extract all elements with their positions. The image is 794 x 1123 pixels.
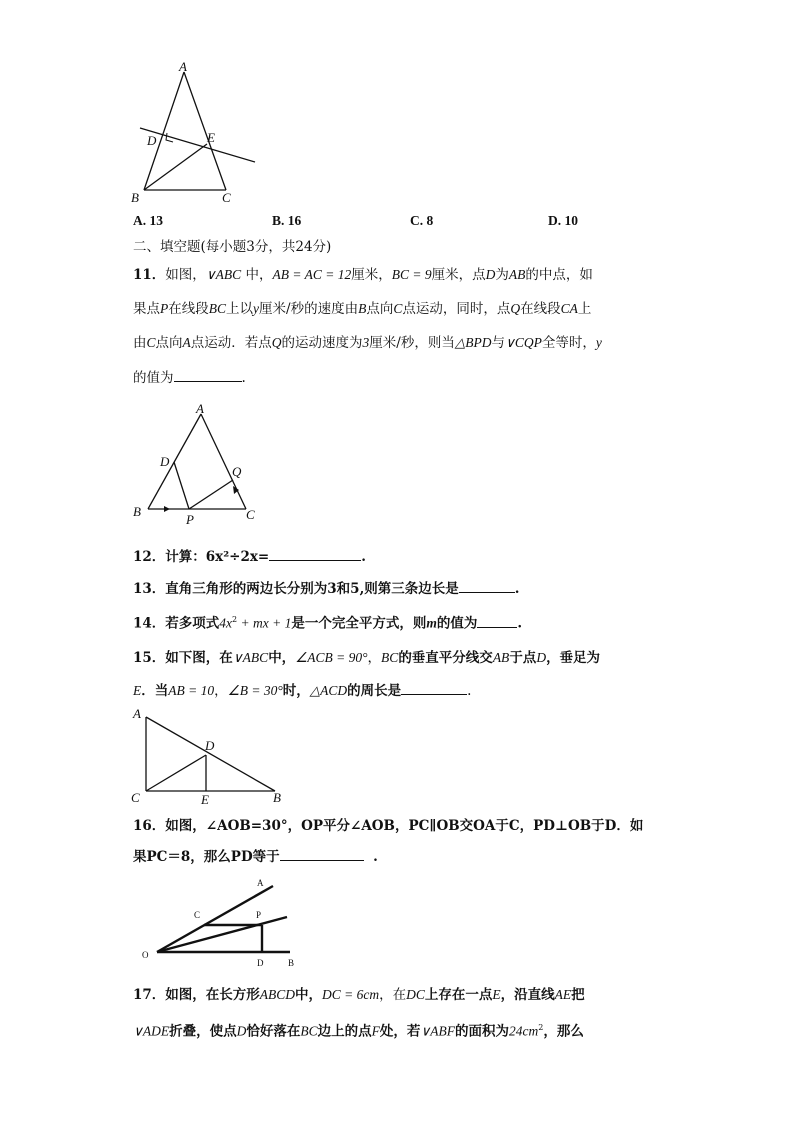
label-b: B (133, 504, 141, 519)
answer-blank[interactable] (174, 367, 242, 382)
q16-line2: 果PC＝8，那么PD等于 . (133, 846, 378, 867)
figure-triangle-abc-1 (130, 60, 260, 205)
q14: 14．若多项式$4x^2$ + mx + 1是一个完全平方式，则m的值为 . (133, 610, 522, 634)
q17-line1: 17．如图，在长方形ABCD中，DC = 6cm，在DC上存在一点E，沿直线AE把 (133, 987, 585, 1003)
label-d: D (147, 133, 157, 148)
q15-line2: E．当AB = 10，∠B = 30°时，△ACD的周长是 . (133, 680, 471, 701)
label-a: A (257, 878, 264, 888)
q13: 13．直角三角形的两边长分别为3和5,则第三条边长是 . (133, 578, 519, 599)
label-c: C (222, 190, 231, 205)
q16-line1: 16．如图，∠AOB=30°，OP平分∠AOB，PC∥OB交OA于C，PD⊥OB于D．如 (133, 818, 644, 834)
answer-blank[interactable] (459, 578, 515, 593)
label-p: P (256, 910, 262, 920)
q11-line4: 的值为 . (133, 367, 246, 388)
answer-blank[interactable] (269, 546, 361, 561)
label-a: A (179, 59, 187, 74)
label-c: C (194, 910, 201, 920)
q11-line3: 由C点向A点运动．若点Q的运动速度为3厘米/秒，则当△BPD与∨CQP全等时，y (133, 335, 602, 351)
q15-line1: 15．如下图，在∨ABC中，∠ACB = 90°，BC的垂直平分线交AB于点D，垂足为 (133, 650, 601, 666)
label-e: E (207, 130, 215, 145)
option-c: C. 8 (410, 213, 434, 228)
option-d: D. 10 (548, 213, 578, 228)
label-e: E (201, 792, 209, 807)
q11-line2: 果点P在线段BC上以y厘米/秒的速度由B点向C点运动，同时，点Q在线段CA上 (133, 301, 592, 317)
figure-right-triangle (130, 705, 290, 809)
label-c: C (246, 507, 255, 522)
label-d: D (257, 958, 264, 968)
option-a: A. 13 (133, 213, 163, 228)
label-o: O (142, 950, 149, 960)
q17-line2: ∨ADE折叠，使点D恰好落在BC边上的点F处，若∨ABF的面积为$24cm^2$，那么 (133, 1023, 584, 1040)
q11-line1: 11．如图，∨ABC 中，AB = AC = 12厘米，BC = 9厘米，点D为AB的中点，如 (133, 267, 593, 283)
option-b: B. 16 (272, 213, 302, 228)
answer-blank[interactable] (401, 680, 467, 695)
label-b: B (131, 190, 139, 205)
label-a: A (133, 706, 141, 721)
label-q: Q (232, 464, 242, 479)
label-a: A (196, 401, 204, 416)
label-c: C (131, 790, 140, 805)
label-d: D (160, 454, 170, 469)
answer-blank[interactable] (280, 846, 364, 861)
label-d: D (205, 738, 215, 753)
q12: 12．计算：6x²÷2x= . (133, 546, 366, 567)
answer-blank[interactable] (477, 613, 517, 628)
label-p: P (186, 512, 194, 527)
label-b: B (288, 958, 295, 968)
section-title: 二、填空题(每小题3分，共24分) (133, 239, 332, 255)
figure-triangle-abc-2 (130, 400, 270, 525)
figure-angle-bisector (135, 874, 305, 968)
label-b: B (273, 790, 281, 805)
